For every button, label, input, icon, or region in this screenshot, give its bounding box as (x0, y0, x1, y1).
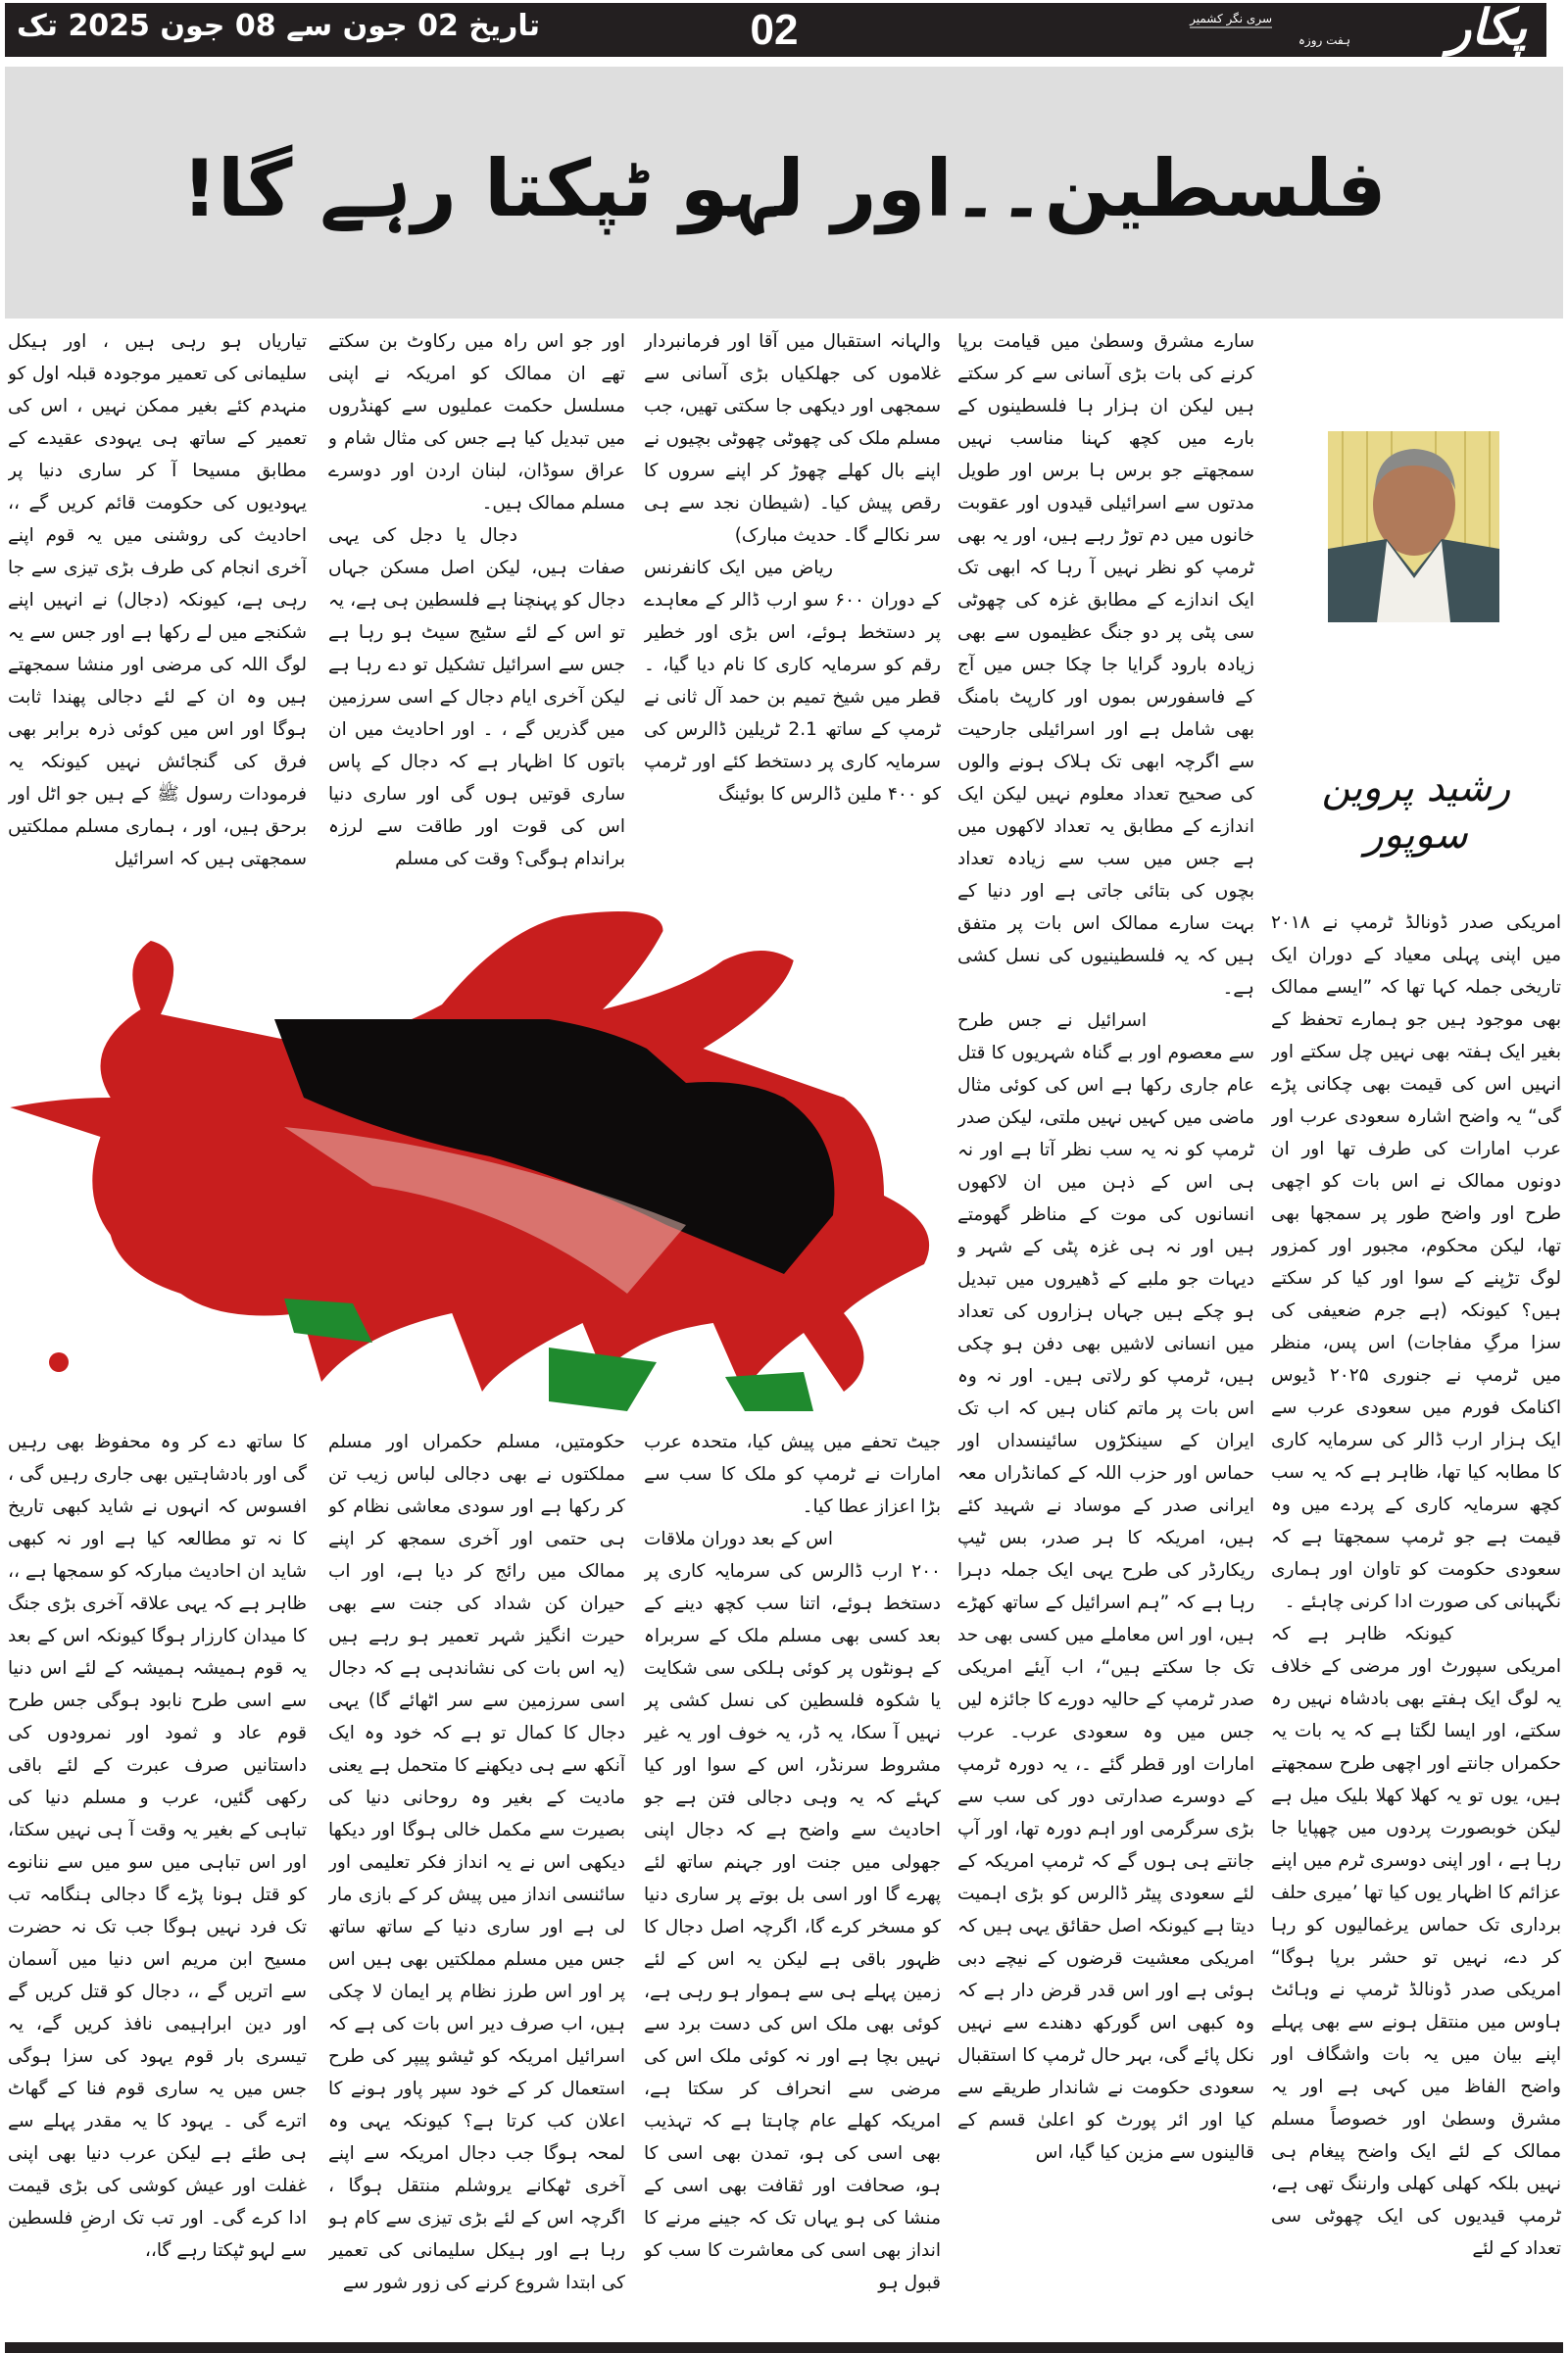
paragraph: کا ساتھ دے کر وہ محفوظ بھی رہیں گی اور بادشاہتیں بھی جاری رہیں گی ، افسوس کہ انہوں نے شاید کبھی تاریخ کا نہ تو مطالعہ کیا ہے اور نہ کبھی شاید ان احادیث مبارکہ کو سمجھا ہے ،، ظاہر ہے کہ یہی علاقہ آخری بڑی جنگ کا میدان کارزار ہوگا کیونکہ اس کے بعد یہ قوم ہمیشہ ہمیشہ کے لئے اس دنیا سے اسی طرح نابود ہوگی جس طرح قوم عاد و ثمود اور نمرودوں کی داستانیں صرف عبرت کے لئے باقی رکھی گئیں، عرب و مسلم دنیا کی تباہی کے بغیر یہ وقت آ ہی نہیں سکتا، اور اس تباہی میں سو میں سے ننانوے کو قتل ہونا پڑے گا دجالی ہنگامہ تب تک فرد نہیں ہوگا جب تک نہ حضرت مسیح ابن مریم اس دنیا میں آسمان سے اتریں گے ،، دجال کو قتل کریں گے اور دین ابراہیمی نافذ کریں گے، یہ تیسری بار قوم یہود کی سزا ہوگی جس میں یہ ساری قوم فنا کے گھاٹ اترے گی ۔ یہود کا یہ مقدر پہلے سے ہی طئے ہے لیکن عرب دنیا بھی اپنی غفلت اور عیش کوشی کی بڑی قیمت ادا کرے گی۔ اور تب تک ارضِ فلسطین سے لہو ٹپکتا رہے گا،، (8, 1432, 307, 2261)
paragraph: امریکی صدر ڈونالڈ ٹرمپ نے ۲۰۱۸ میں اپنی پہلی معیاد کے دوران ایک تاریخی جملہ کہا تھا کہ ”ایسے ممالک بھی موجود ہیں جو ہمارے تحفظ کے بغیر ایک ہفتہ بھی نہیں چل سکتے اور انہیں اس کی قیمت بھی چکانی پڑے گی“ یہ واضح اشارہ سعودی عرب اور عرب امارات کی طرف تھا اور ان دونوں ممالک نے اس بات کو اچھی طرح اور واضح طور پر سمجھا بھی تھا، لیکن محکوم، مجبور اور کمزور لوگ تڑپنے کے سوا اور کیا کر سکتے ہیں؟ کیونکہ (ہے جرم ضعیفی کی سزا مرگِ مفاجات) اس پس، منظر میں ٹرمپ نے جنوری ۲۰۲۵ ڈیوس اکنامک فورم میں سعودی عرب سے ایک ہزار ارب ڈالر کی سرمایہ کاری کا مطابہ کیا تھا، ظاہر ہے کہ یہ سب کچھ سرمایہ کاری کے پردے میں وہ قیمت ہے جو ٹرمپ سمجھتا ہے کہ سعودی حکومت کو تاوان اور ہماری نگہبانی کی صورت ادا کرنی چاہئے ۔ (1271, 912, 1561, 1612)
headline: فلسطین۔۔اور لہو ٹپکتا رہے گا! (181, 143, 1387, 234)
footer-bar (5, 2342, 1563, 2353)
paragraph: اسرائیل نے جس طرح سے معصوم اور بے گناہ شہریوں کا قتل عام جاری رکھا ہے اس کی کوئی مثال ماضی میں کہیں نہیں ملتی، لیکن صدر ٹرمپ کو نہ یہ سب نظر آتا ہے اور نہ ہی اس کے ذہن میں ان لاکھوں انسانوں کی موت کے مناظر گھومتے ہیں اور نہ ہی غزہ پٹی کے شہر و دیہات جو ملبے کے ڈھیروں میں تبدیل ہو چکے ہیں جہاں ہزاروں کی تعداد میں انسانی لاشیں بھی دفن ہو چکی ہیں، ٹرمپ کو رلاتی ہیں۔ اور نہ وہ اس بات پر ماتم کناں ہیں کہ اب تک ایران کے سینکڑوں سائینسداں اور حماس اور حزب اللہ کے کمانڈراں معہ ایرانی صدر کے موساد نے شہید کئے ہیں، امریکہ کا ہر صدر، بس ٹیپ ریکارڈر کی طرح یہی ایک جملہ دہرا رہا ہے کہ ”ہم اسرائیل کے ساتھ کھڑے ہیں، اور اس معاملے میں کسی بھی حد تک جا سکتے ہیں“، اب آیئے امریکی صدر ٹرمپ کے حالیہ دورے کا جائزہ لیں جس میں وہ سعودی عرب۔ عرب امارات اور قطر گئے ۔، یہ دورہ ٹرمپ کے دوسرے صدارتی دور کی سب سے بڑی سرگرمی اور اہم دورہ تھا، اور آپ جانتے ہی ہوں گے کہ ٹرمپ امریکہ کے لئے سعودی پیٹر ڈالرس کو بڑی اہمیت دیتا ہے کیونکہ اصل حقائق یہی ہیں کہ امریکی معشیت قرضوں کے نیچے دبی ہوئی ہے اور اس قدر قرض دار ہے کہ وہ کبھی اس گورکھ دھندے سے نہیں نکل پائے گی، بہر حال ٹرمپ کا استقبال سعودی حکومت نے شاندار طریقے سے کیا اور ائر پورٹ کو اعلیٰ قسم کے قالینوں سے مزین کیا گیا، اس (957, 1010, 1254, 2163)
paragraph: والہانہ استقبال میں آقا اور فرمانبردار غلاموں کی جھلکیاں بڑی آسانی سے سمجھی اور دیکھی جا سکتی تھیں، جب مسلم ملک کی چھوٹی چھوٹی بچیوں نے اپنے بال کھلے چھوڑ کر اپنے سروں کا رقص پیش کیا۔ (شیطان نجد سے ہی سر نکالے گا۔ حدیث مبارک) (644, 331, 941, 546)
author-photo (1328, 431, 1499, 622)
author-name: رشید پروین سوپور (1321, 765, 1511, 858)
paragraph: اور جو اس راہ میں رکاوٹ بن سکتے تھے ان ممالک کو امریکہ نے اپنی مسلسل حکمت عملیوں سے کھنڈروں میں تبدیل کیا ہے جس کی مثال شام و عراق سوڈان، لبنان اردن اور دوسرے مسلم ممالک ہیں۔ (328, 331, 625, 514)
paragraph: کیونکہ ظاہر ہے کہ امریکی سپورٹ اور مرضی کے خلاف یہ لوگ ایک ہفتے بھی بادشاہ نہیں رہ سکتے، اور ایسا لگتا ہے کہ یہ بات یہ حکمراں جانتے اور اچھی طرح سمجھتے ہیں، یوں تو یہ کھلا کھلا بلیک میل ہے لیکن خوبصورت پردوں میں چھپایا جا رہا ہے ، اور اپنی دوسری ٹرم میں اپنے عزائم کا اظہار یوں کیا تھا ’میری حلف برداری تک حماس یرغمالیوں کو رہا کر دے، نہیں تو حشر برپا ہوگا“ امریکی صدر ڈونالڈ ٹرمپ نے وہائٹ ہاوس میں منتقل ہونے سے بھی پہلے اپنے بیان میں یہ بات واشگاف اور واضح الفاظ میں کہی ہے اور یہ مشرق وسطیٰ اور خصوصاً مسلم ممالک کے لئے ایک واضح پیغام ہی نہیں بلکہ کھلی کھلی وارننگ تھی ہے، ٹرمپ قیدیوں کی ایک چھوٹی سی تعداد کے لئے (1271, 1624, 1561, 2259)
column-4-top (328, 325, 625, 879)
paragraph: تیاریاں ہو رہی ہیں ، اور ہیکل سلیمانی کی تعمیر موجودہ قبلہ اول کو منہدم کئے بغیر ممکن نہیں ، اس کی تعمیر کے ساتھ ہی یہودی عقیدے کے مطابق مسیحا آ کر ساری دنیا پر یہودیوں کی حکومت قائم کریں گے ،، احادیث کی روشنی میں یہ قوم اپنے آخری انجام کی طرف بڑی تیزی سے جا رہی ہے، کیونکہ (دجال) نے انہیں اپنے شکنجے میں لے رکھا ہے اور جس سے یہ لوگ اللہ کی مرضی اور منشا سمجھتے ہیں وہ ان کے لئے دجالی پھندا ثابت ہوگا اور اس میں کوئی ذرہ برابر بھی فرق کی گنجائش نہیں کیونکہ یہ فرمودات رسول ﷺ کے ہیں جو اٹل اور برحق ہیں، اور ، ہماری مسلم مملکتیں سمجھتی ہیں کہ اسرائیل (8, 331, 307, 869)
newspaper-logo (1125, 0, 1537, 57)
paragraph: دجال یا دجل کی یہی صفات ہیں، لیکن اصل مسکن جہاں دجال کو پہنچنا ہے فلسطین ہی ہے، یہ تو اس کے لئے سٹیج سیٹ ہو رہا ہے جس سے اسرائیل تشکیل تو دے رہا ہے لیکن آخری ایام دجال کے اسی سرزمین میں گذریں گے ، ۔ اور احادیث میں ان باتوں کا اظہار ہے کہ دجال کے پاس ساری قوتیں ہوں گی اور ساری دنیا اس کی قوت اور طاقت سے لرزہ براندام ہوگی؟ وقت کی مسلم (328, 525, 625, 869)
column-3-top (644, 325, 941, 879)
logo-city: سری نگر کشمیر (1190, 11, 1272, 28)
column-5-bottom (8, 1426, 307, 2337)
column-3-bottom (644, 1426, 941, 2337)
paragraph: حکومتیں، مسلم حکمراں اور مسلم مملکتوں نے بھی دجالی لباس زیب تن کر رکھا ہے اور سودی معاشی نظام کو ہی حتمی اور آخری سمجھ کر اپنے ممالک میں رائج کر دیا ہے، اور اب حیران کن شداد کی جنت سے بھی حیرت انگیز شہر تعمیر ہو رہے ہیں (یہ اس بات کی نشاندہی ہے کہ دجال اسی سرزمین سے سر اٹھائے گا) یہی دجال کا کمال تو ہے کہ خود وہ ایک آنکھ سے ہی دیکھنے کا متحمل ہے یعنی مادیت کے بغیر وہ روحانی دنیا کی بصیرت سے مکمل خالی ہوگا اور دیکھا دیکھی اس نے یہ انداز فکر تعلیمی اور سائنسی انداز میں پیش کر کے بازی مار لی ہے اور ساری دنیا کے ساتھ ساتھ جس میں مسلم مملکتیں بھی ہیں اس پر اور اس طرز نظام پر ایمان لا چکی ہیں، اب صرف دیر اس بات کی ہے کہ اسرائیل امریکہ کو ٹیشو پیپر کی طرح استعمال کر کے خود سپر پاور ہونے کا اعلان کب کرتا ہے؟ کیونکہ یہی وہ لمحہ ہوگا جب دجال امریکہ سے اپنے آخری ٹھکانے یروشلم منتقل ہوگا ، اگرچہ اس کے لئے بڑی تیزی سے کام ہو رہا ہے اور ہیکل سلیمانی کی تعمیر کی ابتدا شروع کرنے کی زور شور سے (328, 1432, 625, 2293)
column-2 (957, 325, 1254, 2336)
headline-band (5, 67, 1563, 319)
issue-date: تاریخ 02 جون سے 08 جون 2025 تک (17, 9, 540, 43)
logo-name: پکار (1447, 0, 1527, 56)
column-4-bottom (328, 1426, 625, 2337)
paragraph: اس کے بعد دوران ملاقات ۲۰۰ ارب ڈالرس کی سرمایہ کاری پر دستخط ہوئے، اتنا سب کچھ دینے کے بعد کسی بھی مسلم ملک کے سربراہ کے ہونٹوں پر کوئی ہلکی سی شکایت یا شکوہ فلسطین کی نسل کشی پر نہیں آ سکا، یہ ڈر، یہ خوف اور یہ غیر مشروط سرنڈر، اس کے سوا اور کیا کہئے کہ یہ وہی دجالی فتن ہے جو احادیث سے واضح ہے کہ دجال اپنی جھولی میں جنت اور جہنم ساتھ لئے پھرے گا اور اسی بل بوتے پر ساری دنیا کو مسخر کرے گا، اگرچہ اصل دجال کا ظہور باقی ہے لیکن یہ اس کے لئے زمین پہلے ہی سے ہموار ہو رہی ہے، کوئی بھی ملک اس کی دست برد سے نہیں بچا ہے اور نہ کوئی ملک اس کی مرضی سے انحراف کر سکتا ہے، امریکہ کھلے عام چاہتا ہے کہ تہذیب بھی اسی کی ہو، تمدن بھی اسی کا ہو، صحافت اور ثقافت بھی اسی کے منشا کی ہو یہاں تک کہ جینے مرنے کا انداز بھی اسی کی معاشرت کا سب کو قبول ہو (644, 1529, 941, 2293)
logo-weekly: ہفت روزہ (1298, 33, 1350, 47)
page-number: 02 (750, 6, 799, 54)
paragraph: ریاض میں ایک کانفرنس کے دوران ۶۰۰ سو ارب ڈالر کے معاہدے پر دستخط ہوئے، اس بڑی اور خطیر رقم کو سرمایہ کاری کا نام دیا گیا، ۔قطر میں شیخ تمیم بن حمد آل ثانی نے ٹرمپ کے ساتھ 2.1 ٹریلین ڈالرس کی سرمایہ کاری پر دستخط کئے اور ٹرمپ کو ۴۰۰ ملین ڈالرس کا بوئینگ (644, 558, 941, 805)
column-5-top (8, 325, 307, 879)
masthead-bar (5, 0, 1546, 57)
column-1 (1271, 907, 1561, 2335)
paragraph: جیٹ تحفے میں پیش کیا، متحدہ عرب امارات نے ٹرمپ کو ملک کا سب سے بڑا اعزاز عطا کیا۔ (644, 1432, 941, 1517)
blood-flag-illustration (0, 902, 941, 1411)
paragraph: سارے مشرق وسطیٰ میں قیامت برپا کرنے کی بات بڑی آسانی سے کر سکتے ہیں لیکن ان ہزار ہا فلسطینوں کے بارے میں کچھ کہنا مناسب نہیں سمجھتے جو برس ہا برس اور طویل مدتوں سے اسرائیلی قیدوں اور عقوبت خانوں میں دم توڑ رہے ہیں، اور یہ بھی ٹرمپ کو نظر نہیں آ رہا کہ ابھی تک ایک اندازے کے مطابق غزہ کی چھوٹی سی پٹی پر دو جنگ عظیموں سے بھی زیادہ بارود گرایا جا چکا جس میں آج کے فاسفورس بموں اور کارپٹ بامنگ بھی شامل ہے اور اسرائیلی جارحیت سے اگرچہ ابھی تک ہلاک ہونے والوں کی صحیح تعداد معلوم نہیں لیکن ایک اندازے کے مطابق یہ تعداد لاکھوں میں ہے جس میں سب سے زیادہ تعداد بچوں کی بتائی جاتی ہے اور دنیا کے بہت سارے ممالک اس بات پر متفق ہیں کہ یہ فلسطینیوں کی نسل کشی ہے۔ (957, 331, 1254, 999)
